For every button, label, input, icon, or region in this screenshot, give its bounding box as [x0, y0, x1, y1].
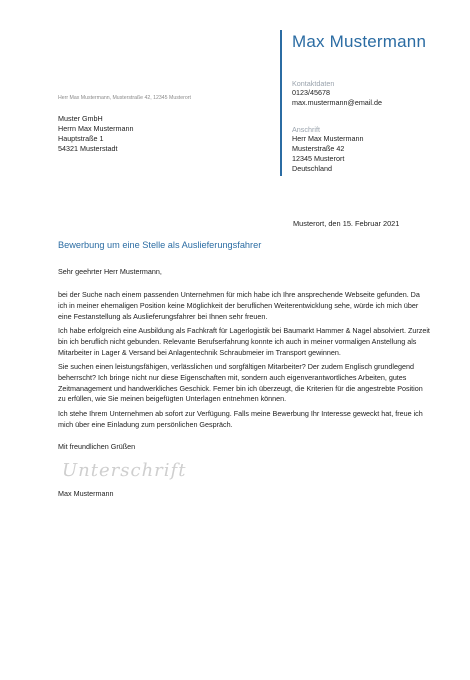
contact-label: Kontaktdaten [292, 79, 335, 88]
recipient-line: Muster GmbH [58, 114, 103, 123]
body-paragraph: bei der Suche nach einem passenden Unternehmen für mich habe ich Ihre ansprechende Webseite gefunden. Da ich in meiner ehemaligen Position keine Möglichkeit der beruflichen Weiterentwicklung sehe, würde ich mich über eine Festanstellung als Auslieferungsfahrer bei Ihnen sehr freuen. [58, 290, 420, 321]
address-label: Anschrift [292, 125, 320, 134]
body-paragraph: Sie suchen einen leistungsfähigen, verlässlichen und sorgfältigen Mitarbeiter? Der zudem Englisch grundlegend beherrscht? Ich bringe nicht nur diese Eigenschaften mit, sondern auch eigenverantwortliches Arbeiten, gutes Zeitmanagement und handwerkliches Geschick. Ferner bin ich überzeugt, die Kriterien für die angestrebte Position zu erfüllen, wie Sie meinen beigefügten Unterlagen entnehmen können. [58, 362, 423, 404]
body-paragraph: Ich habe erfolgreich eine Ausbildung als Fachkraft für Lagerlogistik bei Baumarkt Hammer & Nagel absolviert. Zurzeit bin ich beruflich nicht gebunden. Relevante Berufserfahrung konnte ich auch in meiner vormaligen Anstellung als Mitarbeiter in Lager & Versand bei Anlagentechnik Schraubmeier im Transport gewinnen. [58, 326, 430, 357]
contact-phone: 0123/45678 [292, 88, 330, 97]
letter-date: Musterort, den 15. Februar 2021 [293, 219, 400, 228]
body-paragraph: Ich stehe Ihrem Unternehmen ab sofort zur Verfügung. Falls meine Bewerbung Ihr Interesse geweckt hat, freue ich mich über eine Einladung zum persönlichen Gespräch. [58, 409, 423, 429]
recipient-line: Herrn Max Mustermann [58, 124, 134, 133]
recipient-line: 54321 Musterstadt [58, 144, 118, 153]
recipient-line: Hauptstraße 1 [58, 134, 104, 143]
salutation: Sehr geehrter Herr Mustermann, [58, 267, 162, 276]
sender-return-line: Herr Max Mustermann, Musterstraße 42, 12345 Musterort [58, 95, 191, 101]
closing: Mit freundlichen Grüßen [58, 442, 136, 451]
signer-name: Max Mustermann [58, 489, 114, 498]
signature: Unterschrift [62, 460, 187, 481]
applicant-name: Max Mustermann [292, 32, 427, 51]
address-line: Herr Max Mustermann [292, 134, 364, 143]
contact-email: max.mustermann@email.de [292, 98, 382, 107]
letter-subject: Bewerbung um eine Stelle als Auslieferungsfahrer [58, 240, 262, 250]
address-line: Musterstraße 42 [292, 144, 345, 153]
address-line: Deutschland [292, 164, 332, 173]
address-line: 12345 Musterort [292, 154, 345, 163]
header-accent-bar [280, 30, 282, 176]
